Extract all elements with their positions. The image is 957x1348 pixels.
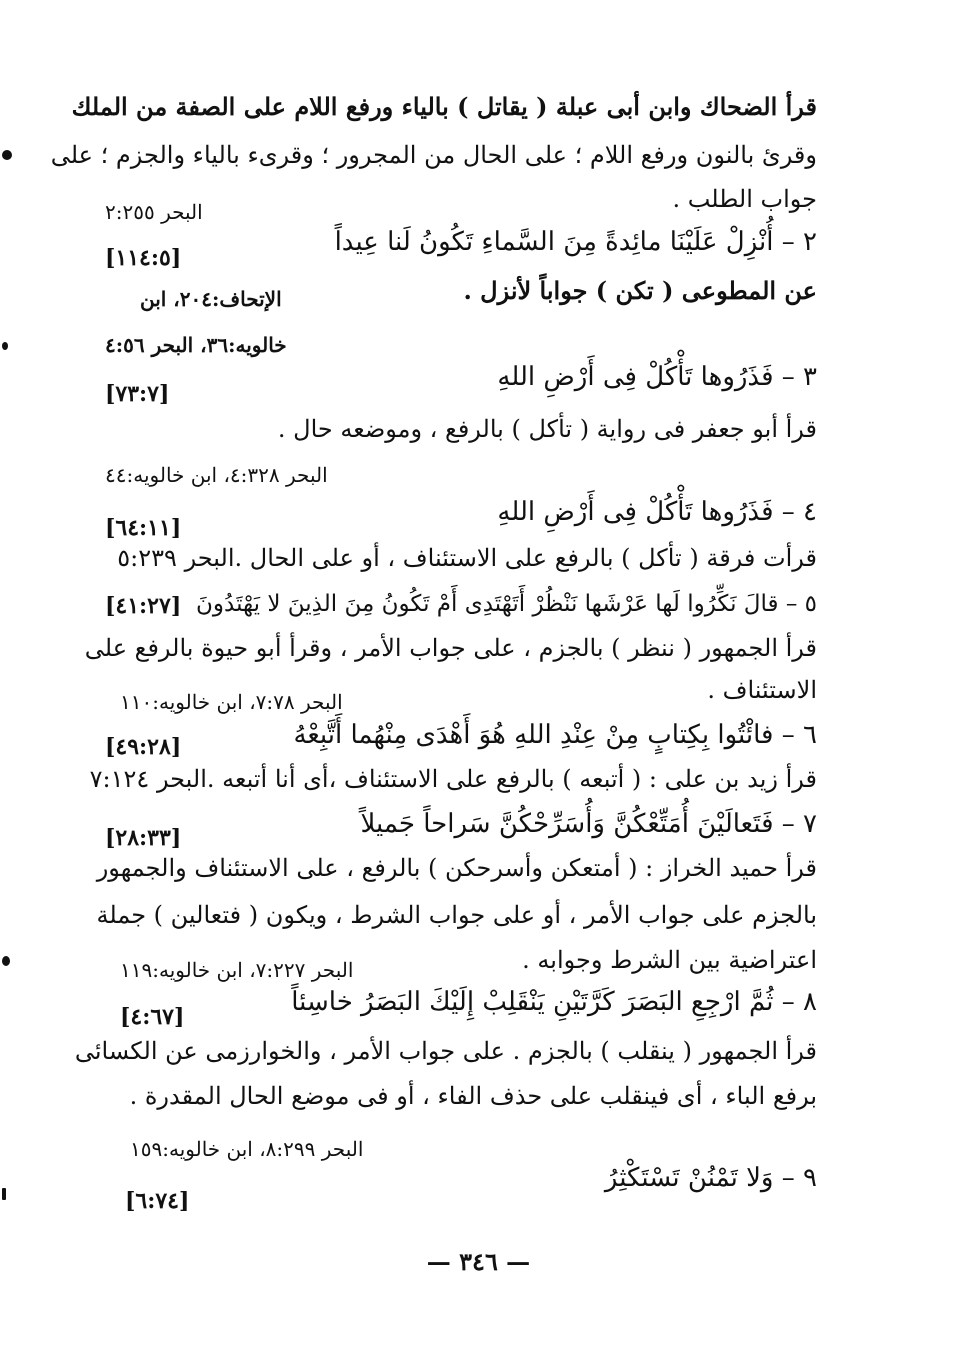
commentary-line: قرأت فرقة ( تأكل ) بالرفع على الاستئناف ، أو على الحال .البحر ٥:٢٣٩	[117, 544, 817, 572]
source-citation: البحر ٧:٧٨، ابن خالويه:١١٠	[120, 690, 343, 714]
verse-line: ٣ – فَذَرُوها تَأْكُلْ فِى أَرْضِ اللهِ	[497, 362, 817, 392]
verse-line: ٧ – فَتَعالَيْنَ أُمَتِّعْكُنَّ وَأُسَرِّحْكُنَّ سَراحاً جَميلاً	[360, 809, 817, 839]
source-citation: خالويه:٣٦، البحر ٤:٥٦	[105, 333, 287, 357]
binding-mark	[2, 150, 12, 160]
commentary-line: اعتراضية بين الشرط وجوابه .	[522, 946, 817, 974]
commentary-line: قرأ حميد الخراز : ( أمتعكن وأسرحكن ) بالرفع ، على الاستئناف والجمهور	[96, 854, 817, 882]
source-citation: البحر ٢:٢٥٥	[105, 200, 203, 224]
verse-line: ٦ – فائْتُوا بِكِتابٍ مِنْ عِنْدِ اللهِ هُوَ أَهْدَى مِنْهُما أَتَّبِعْهُ	[293, 720, 817, 750]
binding-mark	[2, 956, 10, 966]
commentary-line: برفع الباء ، أى فينقلب على حذف الفاء ، أو فى موضع الحال المقدرة .	[129, 1082, 817, 1110]
page-number: — ٣٤٦ —	[426, 1247, 531, 1276]
source-citation: البحر ٧:٢٢٧، ابن خالويه:١١٩	[120, 958, 354, 982]
source-citation: البحر ٤:٣٢٨، ابن خالويه:٤٤	[105, 463, 328, 487]
commentary-line: قرأ الجمهور ( ننظر ) بالجزم ، على جواب الأمر ، وقرأ أبو حيوة بالرفع على	[84, 634, 817, 662]
binding-mark	[2, 1188, 6, 1200]
source-citation: الإتحاف:٢٠٤، ابن	[140, 287, 282, 311]
verse-line: ٤ – فَذَرُوها تَأْكُلْ فِى أَرْضِ اللهِ	[497, 497, 817, 527]
paragraph-line: قرأ الضحاك وابن أبى عبلة ( يقاتل ) بالياء ورفع اللام على الصفة من الملك	[71, 92, 817, 121]
verse-line: ٩ – وَلا تَمْنُنْ تَسْتَكْثِرُ	[604, 1163, 817, 1193]
verse-reference: [٦٤:١١]	[105, 515, 182, 541]
verse-line: ٢ – أُنْزِلْ عَلَيْنَا مائِدةً مِنَ السَّماءِ تَكُونُ لَنا عِيداً	[334, 227, 817, 257]
verse-line: ٨ – ثُمَّ ارْجِعِ البَصَرَ كَرَّتَيْنِ يَنْقَلِبْ إِلَيْكَ البَصَرُ خاسِئاً	[291, 987, 817, 1017]
commentary-line: الاستئناف .	[707, 676, 817, 704]
paragraph-line: جواب الطلب .	[672, 185, 817, 213]
source-citation: البحر ٨:٢٩٩، ابن خالويه:١٥٩	[130, 1137, 364, 1161]
verse-reference: [٤:٦٧]	[120, 1004, 185, 1030]
verse-reference: [١١٤:٥]	[105, 245, 182, 271]
commentary-line: قرأ أبو جعفر فى رواية ( تأكل ) بالرفع ، وموضعه حال .	[277, 415, 817, 443]
commentary-line: بالجزم على جواب الأمر ، أو على جواب الشرط ، ويكون ( فتعالين ) جملة	[96, 901, 817, 929]
commentary-line: قرأ الجمهور ( ينقلب ) بالجزم . على جواب الأمر ، والخوارزمى عن الكسائى	[74, 1037, 817, 1065]
verse-reference: [٦:٧٤]	[125, 1188, 190, 1214]
verse-reference: [٧٣:٧]	[105, 381, 170, 407]
verse-reference: [٤١:٢٧]	[105, 593, 182, 619]
commentary-line: قرأ زيد بن على : ( أتبعه ) بالرفع على الاستئناف ،أى أنا أتبعه .البحر ٧:١٢٤	[89, 765, 817, 793]
verse-reference: [٤٩:٢٨]	[105, 734, 182, 760]
commentary-line: عن المطوعى ( تكن ) جواباً لأنزل .	[463, 276, 817, 305]
verse-reference: [٢٨:٣٣]	[105, 825, 182, 851]
paragraph-line: وقرئ بالنون ورفع اللام ؛ على الحال من المجرور ؛ وقرىء بالياء والجزم ؛ على	[50, 141, 817, 169]
verse-line: ٥ – قالَ نَكِّرُوا لَها عَرْشَها نَنْظُرْ أَتَهْتَدِى أَمْ تَكُونُ مِنَ الذِينَ لا يَهْتَدُونَ	[196, 591, 817, 617]
binding-mark	[2, 342, 8, 350]
